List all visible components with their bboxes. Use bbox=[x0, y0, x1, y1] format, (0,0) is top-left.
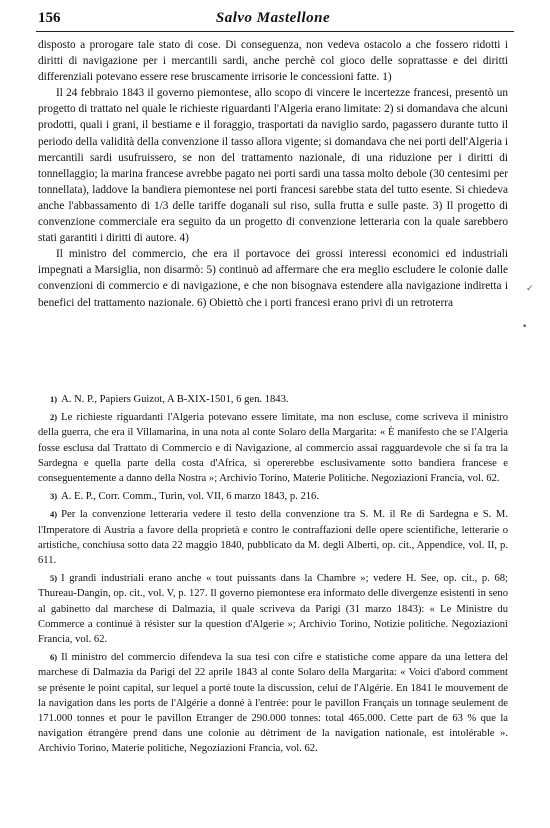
footnote-text: A. E. P., Corr. Comm., Turin, vol. VII, 6 marzo 1843, p. 216. bbox=[61, 491, 319, 503]
footnote bbox=[38, 410, 508, 486]
page-header bbox=[38, 10, 508, 32]
footnote bbox=[38, 571, 508, 647]
footnotes bbox=[38, 392, 508, 760]
footnote-text: A. N. P., Papiers Guizot, A B-XIX-1501, 6 gen. 1843. bbox=[61, 394, 289, 405]
footnote-marker: 4) bbox=[50, 509, 58, 520]
page-number: 156 bbox=[38, 10, 61, 26]
body-paragraph: Il 24 febbraio 1843 il governo piemontese, allo scopo di vincere le incertezze francesi, presentò un progetto di trattato nel quale le richieste riguardanti l'Algeria erano limitate: 2) si domandava che alcuni prodotti, quali i grani, il bestiame e il foraggio, trasportati da naviglio sardo, pagassero durante tutto il periodo della validità della convenzione il tasso allora vigente; si domandava che nei porti dell'Algeria i mercantili sardi usufruissero, se non del trattamento nazionale, di una riduzione per i diritti di tonnellaggio; la marina francese avrebbe pagato nei porti sardi una tassa molto debole (30 centesimi per tonnellata), laddove la bandiera piemontese nei porti francesi sarebbe stata del tutto esente. Si chiedeva anche l'abbassamento di 1/3 delle tariffe doganali sul riso, sulla frutta e sulle paste. 3) Il progetto di convenzione commerciale era seguito da un progetto di convenzione letteraria con la quale sarebbero stati garantiti i diritti di autore. 4) bbox=[38, 87, 508, 245]
main-text bbox=[38, 37, 508, 311]
footnote-text: Il ministro del commercio difendeva la sua tesi con cifre e statistiche come appare da una lettera del marchese di Dalmazia da Parigi del 22 aprile 1843 al conte Solaro della Margarita: « Voici d'abord comment se présente le point capital, sur lequel a porté toute la discussion, celui de l'Algérie. En 1841 le mouvement de la navigation dans les ports de l'Algérie a donné à l'entrée: pour le pavillon Français un tonnage seulement de 171.000 tonnes et pour le pavillon Etranger de 290.000 tonnes: total 465.000. Cette part de 63 % que la navigation étrangère prend dans une colonie au détriment de la navigation nationale, est intolérable ». Archivio Torino, Materie politiche, Negoziazioni Francia, vol. 62. bbox=[38, 652, 508, 755]
running-head: Salvo Mastellone bbox=[215, 10, 331, 26]
footnote-marker: 5) bbox=[50, 573, 58, 584]
footnote-text: Le richieste riguardanti l'Algeria potevano essere limitate, ma non escluse, come scriveva il ministro della guerra, che era il Villamarina, in una nota al conte Solaro della Margarita: « È manifesto che se l'Algeria fosse esclusa dal Trattato di Commercio e di Navigazione, al commercio assai ragguardevole che si fa tra la Sardegna e quella parte della costa d'Africa, si opererebbe esclusivamente sotto bandiera francese e conseguentemente a danno della Nostra »; Archivio Torino, Materie Politiche. Negoziazioni Francia, vol. 62. bbox=[38, 412, 508, 485]
margin-tick-mark: ✓ bbox=[526, 284, 534, 294]
body-paragraph: Il ministro del commercio, che era il portavoce dei grossi interessi economici ed industriali impegnati a Marsiglia, non disarmò: 5) continuò ad affermare che era meglio escludere le colonie dalle convenzioni di commercio e di navigazione, e che non bisognava estendere alla navigazione indiretta i benefici del trattamento nazionale. 6) Obiettò che i porti francesi erano privi di un retroterra bbox=[38, 248, 508, 309]
footnote-marker: 1) bbox=[50, 394, 58, 404]
header-rule bbox=[36, 31, 514, 32]
body-paragraph: disposto a prorogare tale stato di cose. Di conseguenza, non vedeva ostacolo a che fossero ridotti i diritti di navigazione per i mercantili sardi, anche perchè col gioco delle soprattasse e dei diritti differenziali potevano essere rese bruscamente irrisorie le concessioni fatte. 1) bbox=[38, 39, 508, 84]
footnote bbox=[38, 650, 508, 756]
footnote-marker: 6) bbox=[50, 652, 58, 663]
footnote-text: I grandi industriali erano anche « tout puissants dans la Chambre »; vedere H. See, op. cit., p. 68; Thureau-Dangin, op. cit., vol. V, p. 127. Il governo piemontese era informato delle divergenze esistenti in seno al gabinetto dal marchese di Dalmazia, il quale scriveva da Parigi (31 marzo 1843): « Le Ministre du Commerce a continué à résister sur la question d'Algerie »; Archivio Torino, Notizie politiche. Negoziazioni Francia, vol. 62. bbox=[38, 573, 508, 646]
footnote bbox=[38, 392, 508, 407]
footnote-text: Per la convenzione letteraria vedere il testo della convenzione tra S. M. il Re di Sardegna e S. M. l'Imperatore di Austria a favore della proprietà e contro le contraffazioni delle opere scientifiche, letterarie o artistiche, conchiusa sotto data 22 maggio 1840, pubblicato da M. degli Alberti, op. cit., Appendice, vol. II, p. 611. bbox=[38, 509, 508, 567]
footnote-marker: 2) bbox=[50, 412, 58, 423]
footnote bbox=[38, 507, 508, 568]
footnote-marker: 3) bbox=[50, 491, 58, 502]
margin-dot-mark: • bbox=[522, 322, 528, 332]
footnote bbox=[38, 489, 508, 504]
